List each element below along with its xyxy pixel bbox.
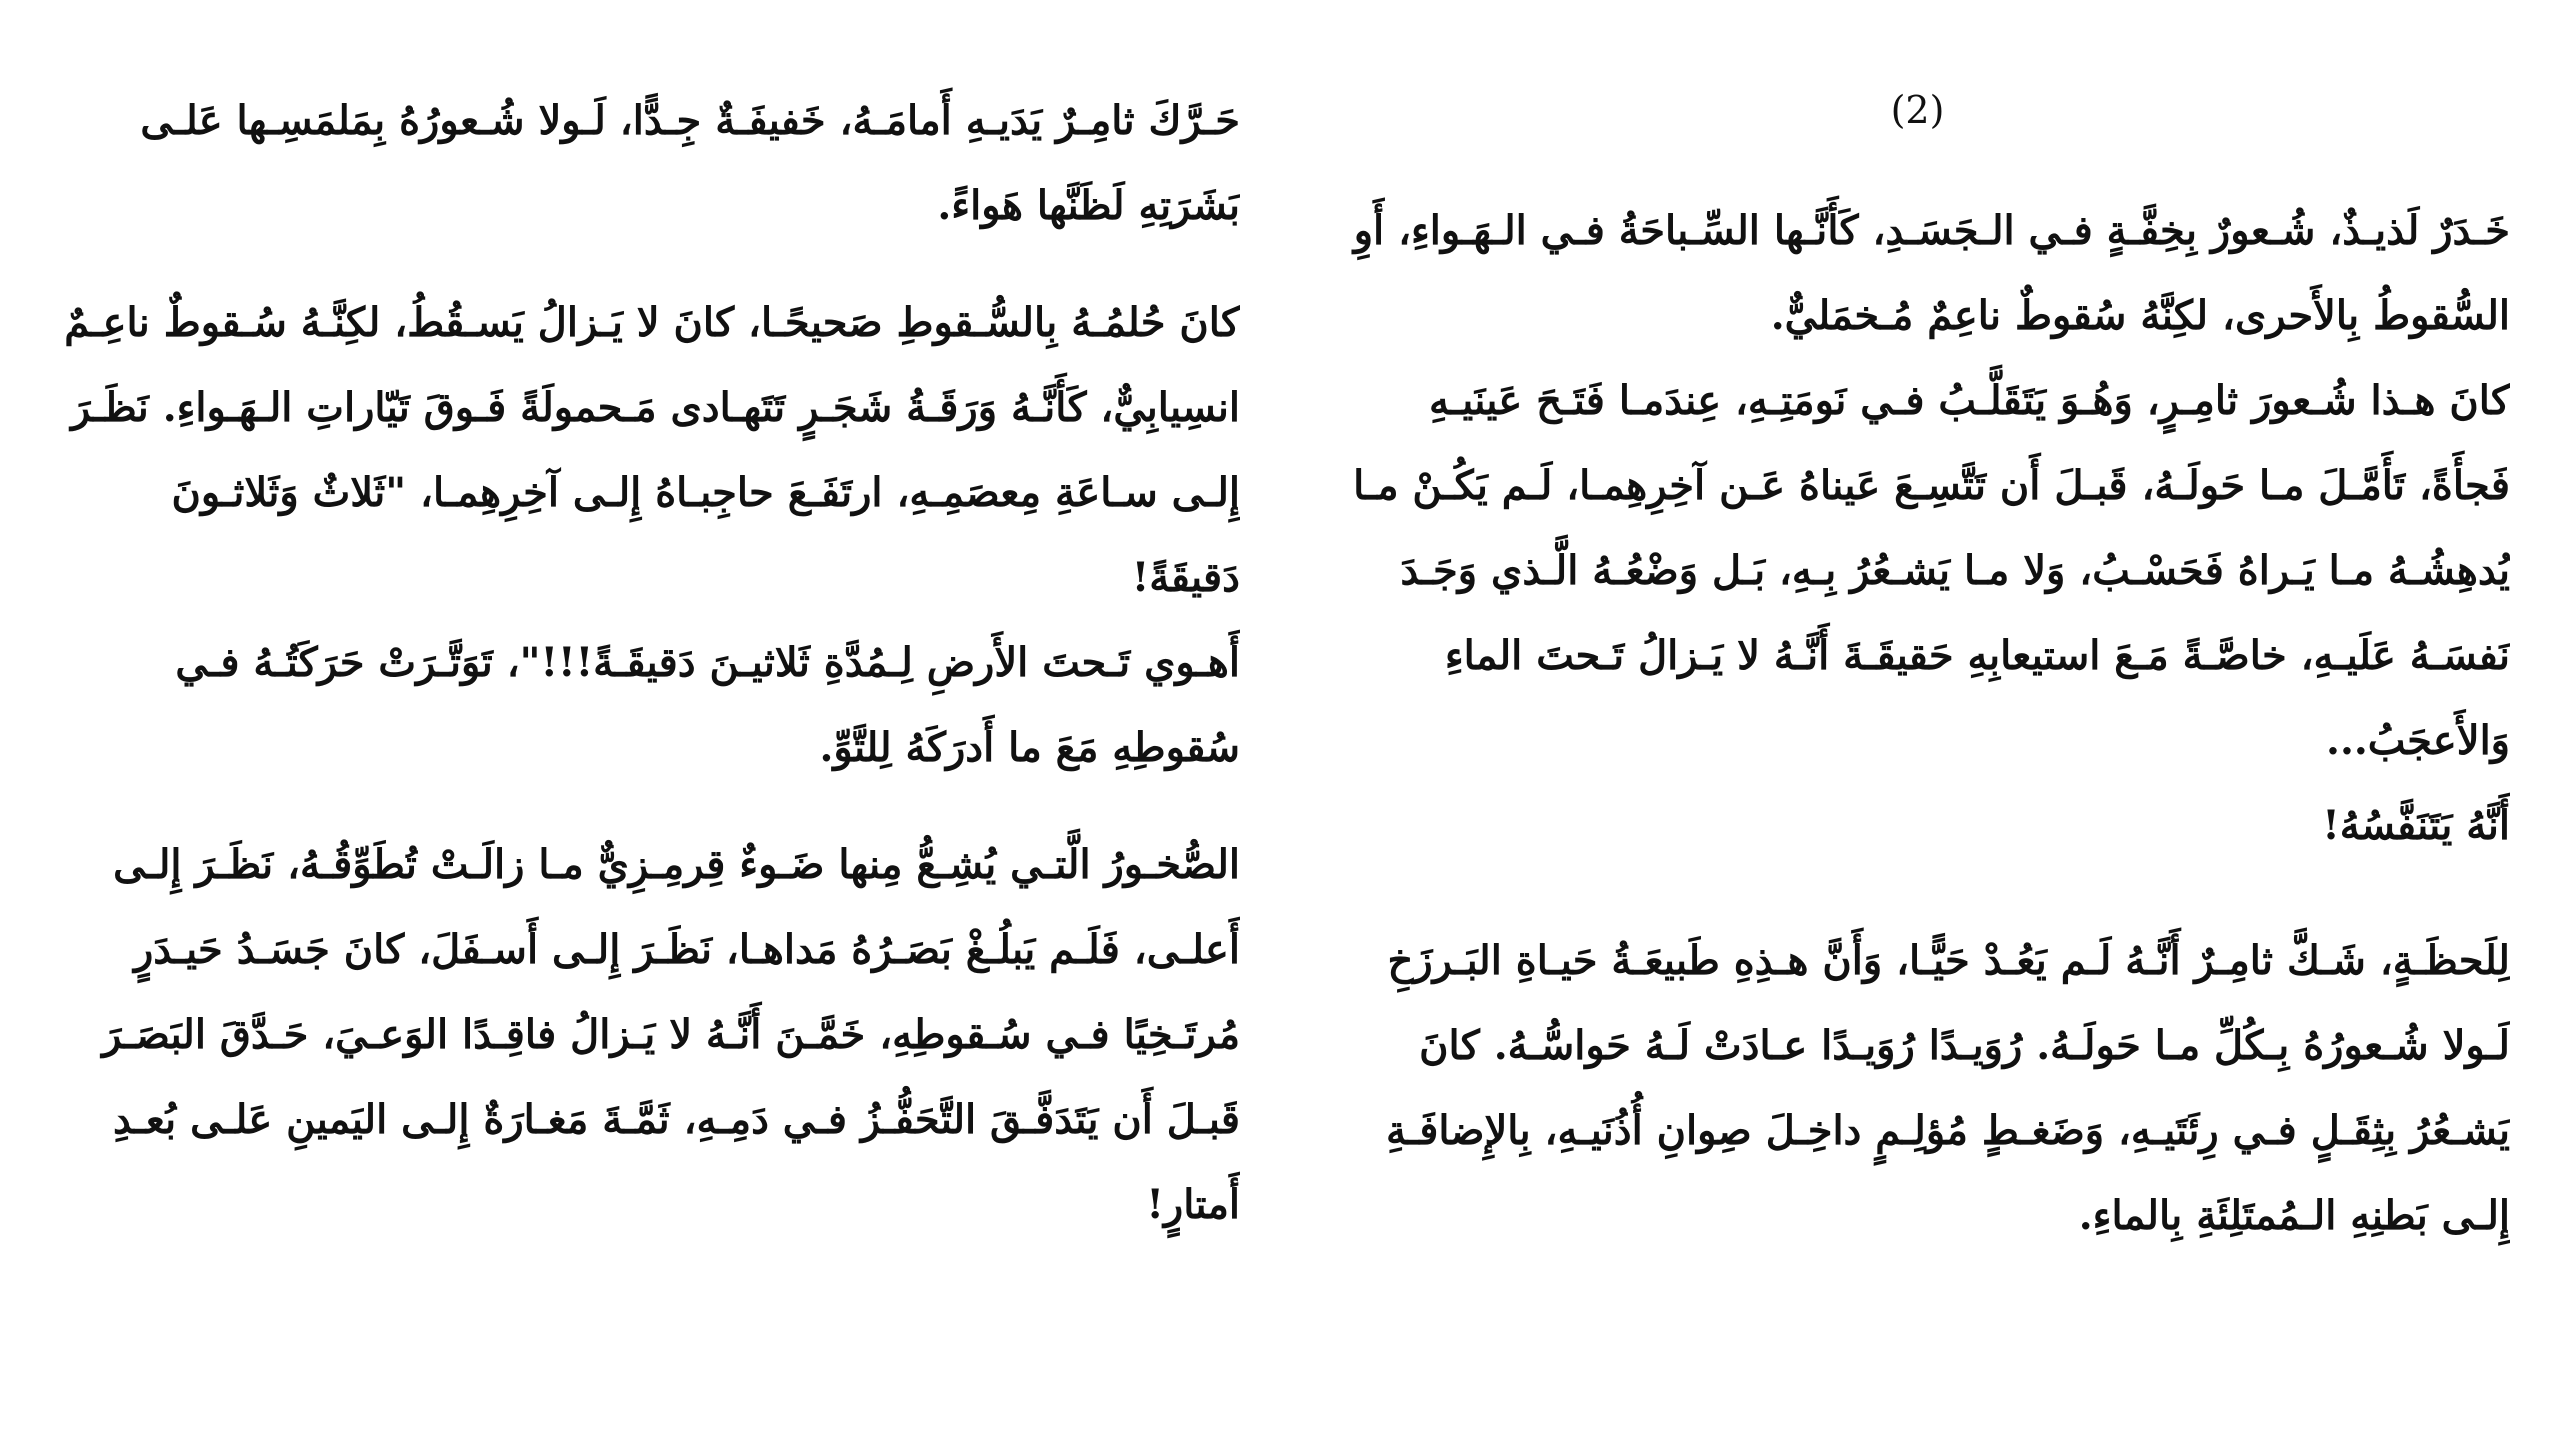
- text-line: لِلَحظَـةٍ، شَـكَّ ثامِـرٌ أَنَّـهُ لَـم يَعُـدْ حَيًّـا، وَأَنَّ هـذِهِ طَبيعَـةُ حَيـاةِ البَـرزَخِ: [1387, 937, 2510, 984]
- paragraph: [50, 822, 1240, 1247]
- text-line: بَشَرَتِهِ لَظَنَّها هَواءً.: [937, 182, 1240, 229]
- text-line: أَنَّهُ يَتَنَفَّسُهُ!: [2322, 802, 2510, 849]
- right-page: [1325, 0, 2510, 1440]
- text-line: حَـرَّكَ ثامِـرٌ يَدَيـهِ أَمامَـهُ، خَفيفَـةٌ جِـدًّا، لَـولا شُـعورُهُ بِمَلمَسِـها عَلـى: [140, 97, 1240, 144]
- text-line: كانَ هـذا شُـعورَ ثامِـرٍ، وَهُـوَ يَتَقَلَّـبُ فـي نَومَتِـهِ، عِندَمـا فَتَـحَ عَينَيـهِ: [1429, 377, 2510, 424]
- text-line: خَـدَرٌ لَذيـذٌ، شُـعورٌ بِخِفَّـةٍ فـي الـجَسَـدِ، كَأَنَّـها السِّـباحَةُ فـي الـهَـواءِ، أَوِ: [1353, 207, 2510, 254]
- paragraph: [1325, 918, 2510, 1258]
- text-line: قَبـلَ أَن يَتَدَفَّـقَ التَّحَفُّـزُ فـي دَمِـهِ، ثَمَّـةَ مَغـارَةٌ إِلـى اليَمينِ عَلـى بُعـدِ: [113, 1096, 1240, 1143]
- text-line: أَعلـى، فَلَـم يَبلُـغْ بَصَـرُهُ مَداهـا، نَظَـرَ إِلـى أَسـفَلَ، كانَ جَسَـدُ حَيـدَرٍ: [133, 926, 1240, 973]
- text-line: سُقوطِهِ مَعَ ما أَدرَكَهُ لِلتَّوِّ.: [819, 724, 1240, 771]
- text-line: دَقيقَةً!: [1131, 554, 1240, 601]
- paragraph: [1325, 188, 2510, 358]
- paragraph: [50, 620, 1240, 790]
- text-line: انسِيابِيٌّ، كَأَنَّـهُ وَرَقَـةُ شَجَـرٍ تَتَهـادى مَـحمولَةً فَـوقَ تَيّاراتِ الـهَـواءِ. نَظَـرَ: [71, 384, 1240, 431]
- text-line: السُّقوطُ بِالأَحرى، لكِنَّهُ سُقوطٌ ناعِمٌ مُـخمَليٌّ.: [1770, 292, 2510, 339]
- paragraph: [50, 78, 1240, 248]
- text-line: أَمتارٍ!: [1146, 1181, 1240, 1228]
- text-line: أَهـوي تَـحتَ الأَرضِ لِـمُدَّةِ ثَلاثيـنَ دَقيقَـةً!!!"، تَوَتَّـرَتْ حَرَكَتُـهُ فـي: [175, 639, 1240, 686]
- text-line: يُدهِشُـهُ مـا يَـراهُ فَحَسْـبُ، وَلا مـا يَشـعُرُ بِـهِ، بَـل وَضْعُـهُ الَّـذي وَجَـدَ: [1400, 547, 2510, 594]
- text-line: إِلـى بَطنِهِ الـمُمتَلِئَةِ بِالماءِ.: [2078, 1192, 2510, 1239]
- text-line: كانَ حُلمُـهُ بِالسُّـقوطِ صَحيحًـا، كانَ لا يَـزالُ يَسـقُطُ، لكِنَّـهُ سُـقوطٌ ناعِـمٌ: [64, 299, 1240, 346]
- text-line: لَـولا شُـعورُهُ بِـكُلِّ مـا حَولَـهُ. رُوَيـدًا رُوَيـدًا عـادَتْ لَـهُ حَواسُّـهُ. كانَ: [1419, 1022, 2510, 1069]
- text-line: وَالأَعجَبُ...: [2326, 717, 2510, 764]
- text-line: الصُّخـورُ الَّتـي يُشِـعُّ مِنها ضَـوءٌ قِرمِـزِيٌّ مـا زالَـتْ تُطَوِّقُـهُ، نَظَـرَ إِلـى: [113, 841, 1240, 888]
- left-page: [50, 0, 1240, 1440]
- page-number: (2): [1890, 88, 1945, 132]
- paragraph: [1325, 358, 2510, 783]
- text-line: فَجأَةً، تَأَمَّـلَ مـا حَولَـهُ، قَبـلَ أَن تَتَّسِـعَ عَيناهُ عَـن آخِرِهِمـا، لَـم يَكُـنْ مـا: [1353, 462, 2510, 509]
- paragraph: [50, 280, 1240, 620]
- text-line: يَشـعُرُ بِثِقَـلٍ فـي رِئَتَيـهِ، وَضَغـطٍ مُؤلِـمٍ داخِـلَ صِوانِ أُذُنَيـهِ، بِالإِضافَـةِ: [1386, 1107, 2510, 1154]
- text-line: نَفسَـهُ عَلَيـهِ، خاصَّـةً مَـعَ استيعابِهِ حَقيقَـةَ أَنَّـهُ لا يَـزالُ تَـحتَ الماءِ: [1444, 632, 2510, 679]
- text-line: مُرتَـخِيًا فـي سُـقوطِهِ، خَمَّـنَ أَنَّـهُ لا يَـزالُ فاقِـدًا الوَعـيَ، حَـدَّقَ البَصَـرَ: [102, 1011, 1240, 1058]
- text-line: إِلـى سـاعَةِ مِعصَمِـهِ، ارتَفَـعَ حاجِبـاهُ إِلـى آخِرِهِمـا، "ثَلاثٌ وَثَلاثـونَ: [171, 469, 1240, 516]
- paragraph: [1325, 783, 2510, 868]
